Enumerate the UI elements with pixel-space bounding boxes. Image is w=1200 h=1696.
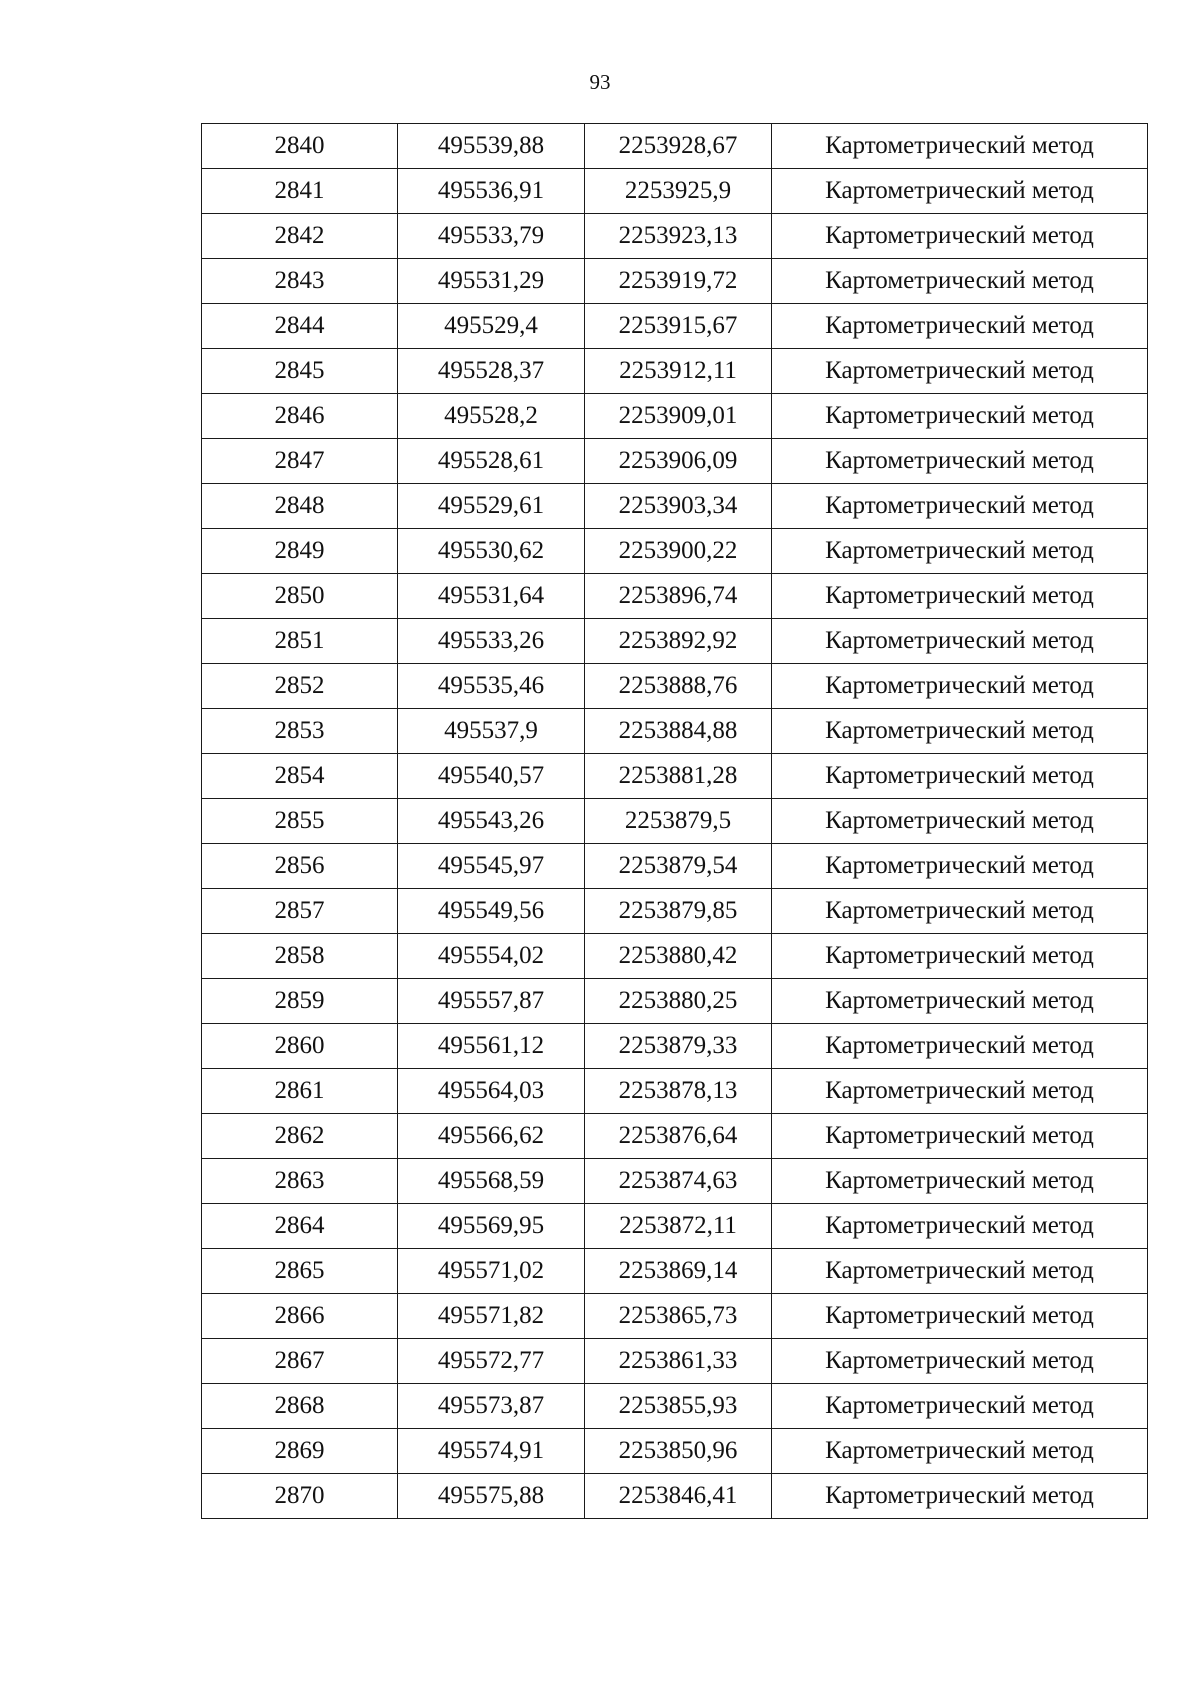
x-coordinate-cell: 495568,59 <box>398 1159 585 1204</box>
point-number-cell: 2863 <box>202 1159 398 1204</box>
point-number-cell: 2847 <box>202 439 398 484</box>
table-row <box>202 1069 1148 1114</box>
table-row <box>202 844 1148 889</box>
method-cell: Картометрический метод <box>772 574 1148 619</box>
table-row <box>202 529 1148 574</box>
x-coordinate-cell: 495564,03 <box>398 1069 585 1114</box>
method-cell: Картометрический метод <box>772 1429 1148 1474</box>
x-coordinate-cell: 495571,82 <box>398 1294 585 1339</box>
table-row <box>202 709 1148 754</box>
y-coordinate-cell: 2253906,09 <box>585 439 772 484</box>
y-coordinate-cell: 2253903,34 <box>585 484 772 529</box>
coordinates-table-body <box>202 124 1148 1519</box>
method-cell: Картометрический метод <box>772 1249 1148 1294</box>
point-number-cell: 2862 <box>202 1114 398 1159</box>
point-number-cell: 2867 <box>202 1339 398 1384</box>
x-coordinate-cell: 495533,79 <box>398 214 585 259</box>
x-coordinate-cell: 495529,61 <box>398 484 585 529</box>
x-coordinate-cell: 495569,95 <box>398 1204 585 1249</box>
table-row <box>202 484 1148 529</box>
point-number-cell: 2858 <box>202 934 398 979</box>
x-coordinate-cell: 495536,91 <box>398 169 585 214</box>
table-row <box>202 1114 1148 1159</box>
point-number-cell: 2868 <box>202 1384 398 1429</box>
y-coordinate-cell: 2253879,5 <box>585 799 772 844</box>
x-coordinate-cell: 495539,88 <box>398 124 585 169</box>
y-coordinate-cell: 2253879,54 <box>585 844 772 889</box>
y-coordinate-cell: 2253874,63 <box>585 1159 772 1204</box>
table-row <box>202 1159 1148 1204</box>
method-cell: Картометрический метод <box>772 1024 1148 1069</box>
point-number-cell: 2866 <box>202 1294 398 1339</box>
y-coordinate-cell: 2253900,22 <box>585 529 772 574</box>
method-cell: Картометрический метод <box>772 214 1148 259</box>
method-cell: Картометрический метод <box>772 529 1148 574</box>
method-cell: Картометрический метод <box>772 1069 1148 1114</box>
y-coordinate-cell: 2253925,9 <box>585 169 772 214</box>
method-cell: Картометрический метод <box>772 1474 1148 1519</box>
table-row <box>202 1204 1148 1249</box>
x-coordinate-cell: 495571,02 <box>398 1249 585 1294</box>
table-row <box>202 304 1148 349</box>
point-number-cell: 2851 <box>202 619 398 664</box>
method-cell: Картометрический метод <box>772 1339 1148 1384</box>
point-number-cell: 2850 <box>202 574 398 619</box>
table-row <box>202 754 1148 799</box>
x-coordinate-cell: 495557,87 <box>398 979 585 1024</box>
x-coordinate-cell: 495533,26 <box>398 619 585 664</box>
y-coordinate-cell: 2253855,93 <box>585 1384 772 1429</box>
table-row <box>202 439 1148 484</box>
point-number-cell: 2857 <box>202 889 398 934</box>
method-cell: Картометрический метод <box>772 259 1148 304</box>
y-coordinate-cell: 2253879,85 <box>585 889 772 934</box>
table-row <box>202 574 1148 619</box>
table-row <box>202 664 1148 709</box>
table-row <box>202 1339 1148 1384</box>
y-coordinate-cell: 2253923,13 <box>585 214 772 259</box>
point-number-cell: 2861 <box>202 1069 398 1114</box>
y-coordinate-cell: 2253915,67 <box>585 304 772 349</box>
method-cell: Картометрический метод <box>772 754 1148 799</box>
point-number-cell: 2840 <box>202 124 398 169</box>
point-number-cell: 2842 <box>202 214 398 259</box>
point-number-cell: 2849 <box>202 529 398 574</box>
y-coordinate-cell: 2253880,25 <box>585 979 772 1024</box>
method-cell: Картометрический метод <box>772 124 1148 169</box>
y-coordinate-cell: 2253865,73 <box>585 1294 772 1339</box>
x-coordinate-cell: 495531,29 <box>398 259 585 304</box>
method-cell: Картометрический метод <box>772 1294 1148 1339</box>
x-coordinate-cell: 495537,9 <box>398 709 585 754</box>
x-coordinate-cell: 495540,57 <box>398 754 585 799</box>
point-number-cell: 2856 <box>202 844 398 889</box>
method-cell: Картометрический метод <box>772 439 1148 484</box>
table-row <box>202 1474 1148 1519</box>
table-row <box>202 169 1148 214</box>
y-coordinate-cell: 2253912,11 <box>585 349 772 394</box>
x-coordinate-cell: 495530,62 <box>398 529 585 574</box>
table-row <box>202 1249 1148 1294</box>
y-coordinate-cell: 2253884,88 <box>585 709 772 754</box>
method-cell: Картометрический метод <box>772 664 1148 709</box>
y-coordinate-cell: 2253919,72 <box>585 259 772 304</box>
method-cell: Картометрический метод <box>772 349 1148 394</box>
x-coordinate-cell: 495549,56 <box>398 889 585 934</box>
y-coordinate-cell: 2253861,33 <box>585 1339 772 1384</box>
table-row <box>202 349 1148 394</box>
x-coordinate-cell: 495529,4 <box>398 304 585 349</box>
y-coordinate-cell: 2253869,14 <box>585 1249 772 1294</box>
coordinates-table <box>201 123 1148 1519</box>
method-cell: Картометрический метод <box>772 709 1148 754</box>
x-coordinate-cell: 495573,87 <box>398 1384 585 1429</box>
x-coordinate-cell: 495528,2 <box>398 394 585 439</box>
table-row <box>202 1384 1148 1429</box>
point-number-cell: 2845 <box>202 349 398 394</box>
x-coordinate-cell: 495528,37 <box>398 349 585 394</box>
x-coordinate-cell: 495543,26 <box>398 799 585 844</box>
method-cell: Картометрический метод <box>772 934 1148 979</box>
y-coordinate-cell: 2253872,11 <box>585 1204 772 1249</box>
x-coordinate-cell: 495572,77 <box>398 1339 585 1384</box>
point-number-cell: 2860 <box>202 1024 398 1069</box>
table-row <box>202 214 1148 259</box>
table-row <box>202 619 1148 664</box>
point-number-cell: 2846 <box>202 394 398 439</box>
y-coordinate-cell: 2253846,41 <box>585 1474 772 1519</box>
y-coordinate-cell: 2253909,01 <box>585 394 772 439</box>
table-row <box>202 799 1148 844</box>
x-coordinate-cell: 495535,46 <box>398 664 585 709</box>
x-coordinate-cell: 495554,02 <box>398 934 585 979</box>
y-coordinate-cell: 2253876,64 <box>585 1114 772 1159</box>
page-number: 93 <box>589 70 611 94</box>
method-cell: Картометрический метод <box>772 1159 1148 1204</box>
table-row <box>202 889 1148 934</box>
table-row <box>202 394 1148 439</box>
method-cell: Картометрический метод <box>772 889 1148 934</box>
y-coordinate-cell: 2253892,92 <box>585 619 772 664</box>
y-coordinate-cell: 2253888,76 <box>585 664 772 709</box>
method-cell: Картометрический метод <box>772 844 1148 889</box>
point-number-cell: 2855 <box>202 799 398 844</box>
table-row <box>202 979 1148 1024</box>
table-row <box>202 1294 1148 1339</box>
method-cell: Картометрический метод <box>772 304 1148 349</box>
point-number-cell: 2848 <box>202 484 398 529</box>
x-coordinate-cell: 495561,12 <box>398 1024 585 1069</box>
method-cell: Картометрический метод <box>772 484 1148 529</box>
method-cell: Картометрический метод <box>772 979 1148 1024</box>
point-number-cell: 2843 <box>202 259 398 304</box>
point-number-cell: 2844 <box>202 304 398 349</box>
table-row <box>202 124 1148 169</box>
x-coordinate-cell: 495545,97 <box>398 844 585 889</box>
x-coordinate-cell: 495528,61 <box>398 439 585 484</box>
point-number-cell: 2864 <box>202 1204 398 1249</box>
method-cell: Картометрический метод <box>772 1114 1148 1159</box>
point-number-cell: 2869 <box>202 1429 398 1474</box>
table-row <box>202 934 1148 979</box>
table-row <box>202 1429 1148 1474</box>
x-coordinate-cell: 495574,91 <box>398 1429 585 1474</box>
method-cell: Картометрический метод <box>772 1204 1148 1249</box>
y-coordinate-cell: 2253879,33 <box>585 1024 772 1069</box>
y-coordinate-cell: 2253850,96 <box>585 1429 772 1474</box>
point-number-cell: 2853 <box>202 709 398 754</box>
y-coordinate-cell: 2253878,13 <box>585 1069 772 1114</box>
point-number-cell: 2870 <box>202 1474 398 1519</box>
point-number-cell: 2865 <box>202 1249 398 1294</box>
x-coordinate-cell: 495566,62 <box>398 1114 585 1159</box>
method-cell: Картометрический метод <box>772 394 1148 439</box>
point-number-cell: 2852 <box>202 664 398 709</box>
point-number-cell: 2859 <box>202 979 398 1024</box>
y-coordinate-cell: 2253896,74 <box>585 574 772 619</box>
point-number-cell: 2841 <box>202 169 398 214</box>
table-row <box>202 1024 1148 1069</box>
x-coordinate-cell: 495531,64 <box>398 574 585 619</box>
x-coordinate-cell: 495575,88 <box>398 1474 585 1519</box>
method-cell: Картометрический метод <box>772 799 1148 844</box>
method-cell: Картометрический метод <box>772 619 1148 664</box>
y-coordinate-cell: 2253880,42 <box>585 934 772 979</box>
point-number-cell: 2854 <box>202 754 398 799</box>
method-cell: Картометрический метод <box>772 1384 1148 1429</box>
y-coordinate-cell: 2253928,67 <box>585 124 772 169</box>
method-cell: Картометрический метод <box>772 169 1148 214</box>
table-row <box>202 259 1148 304</box>
y-coordinate-cell: 2253881,28 <box>585 754 772 799</box>
